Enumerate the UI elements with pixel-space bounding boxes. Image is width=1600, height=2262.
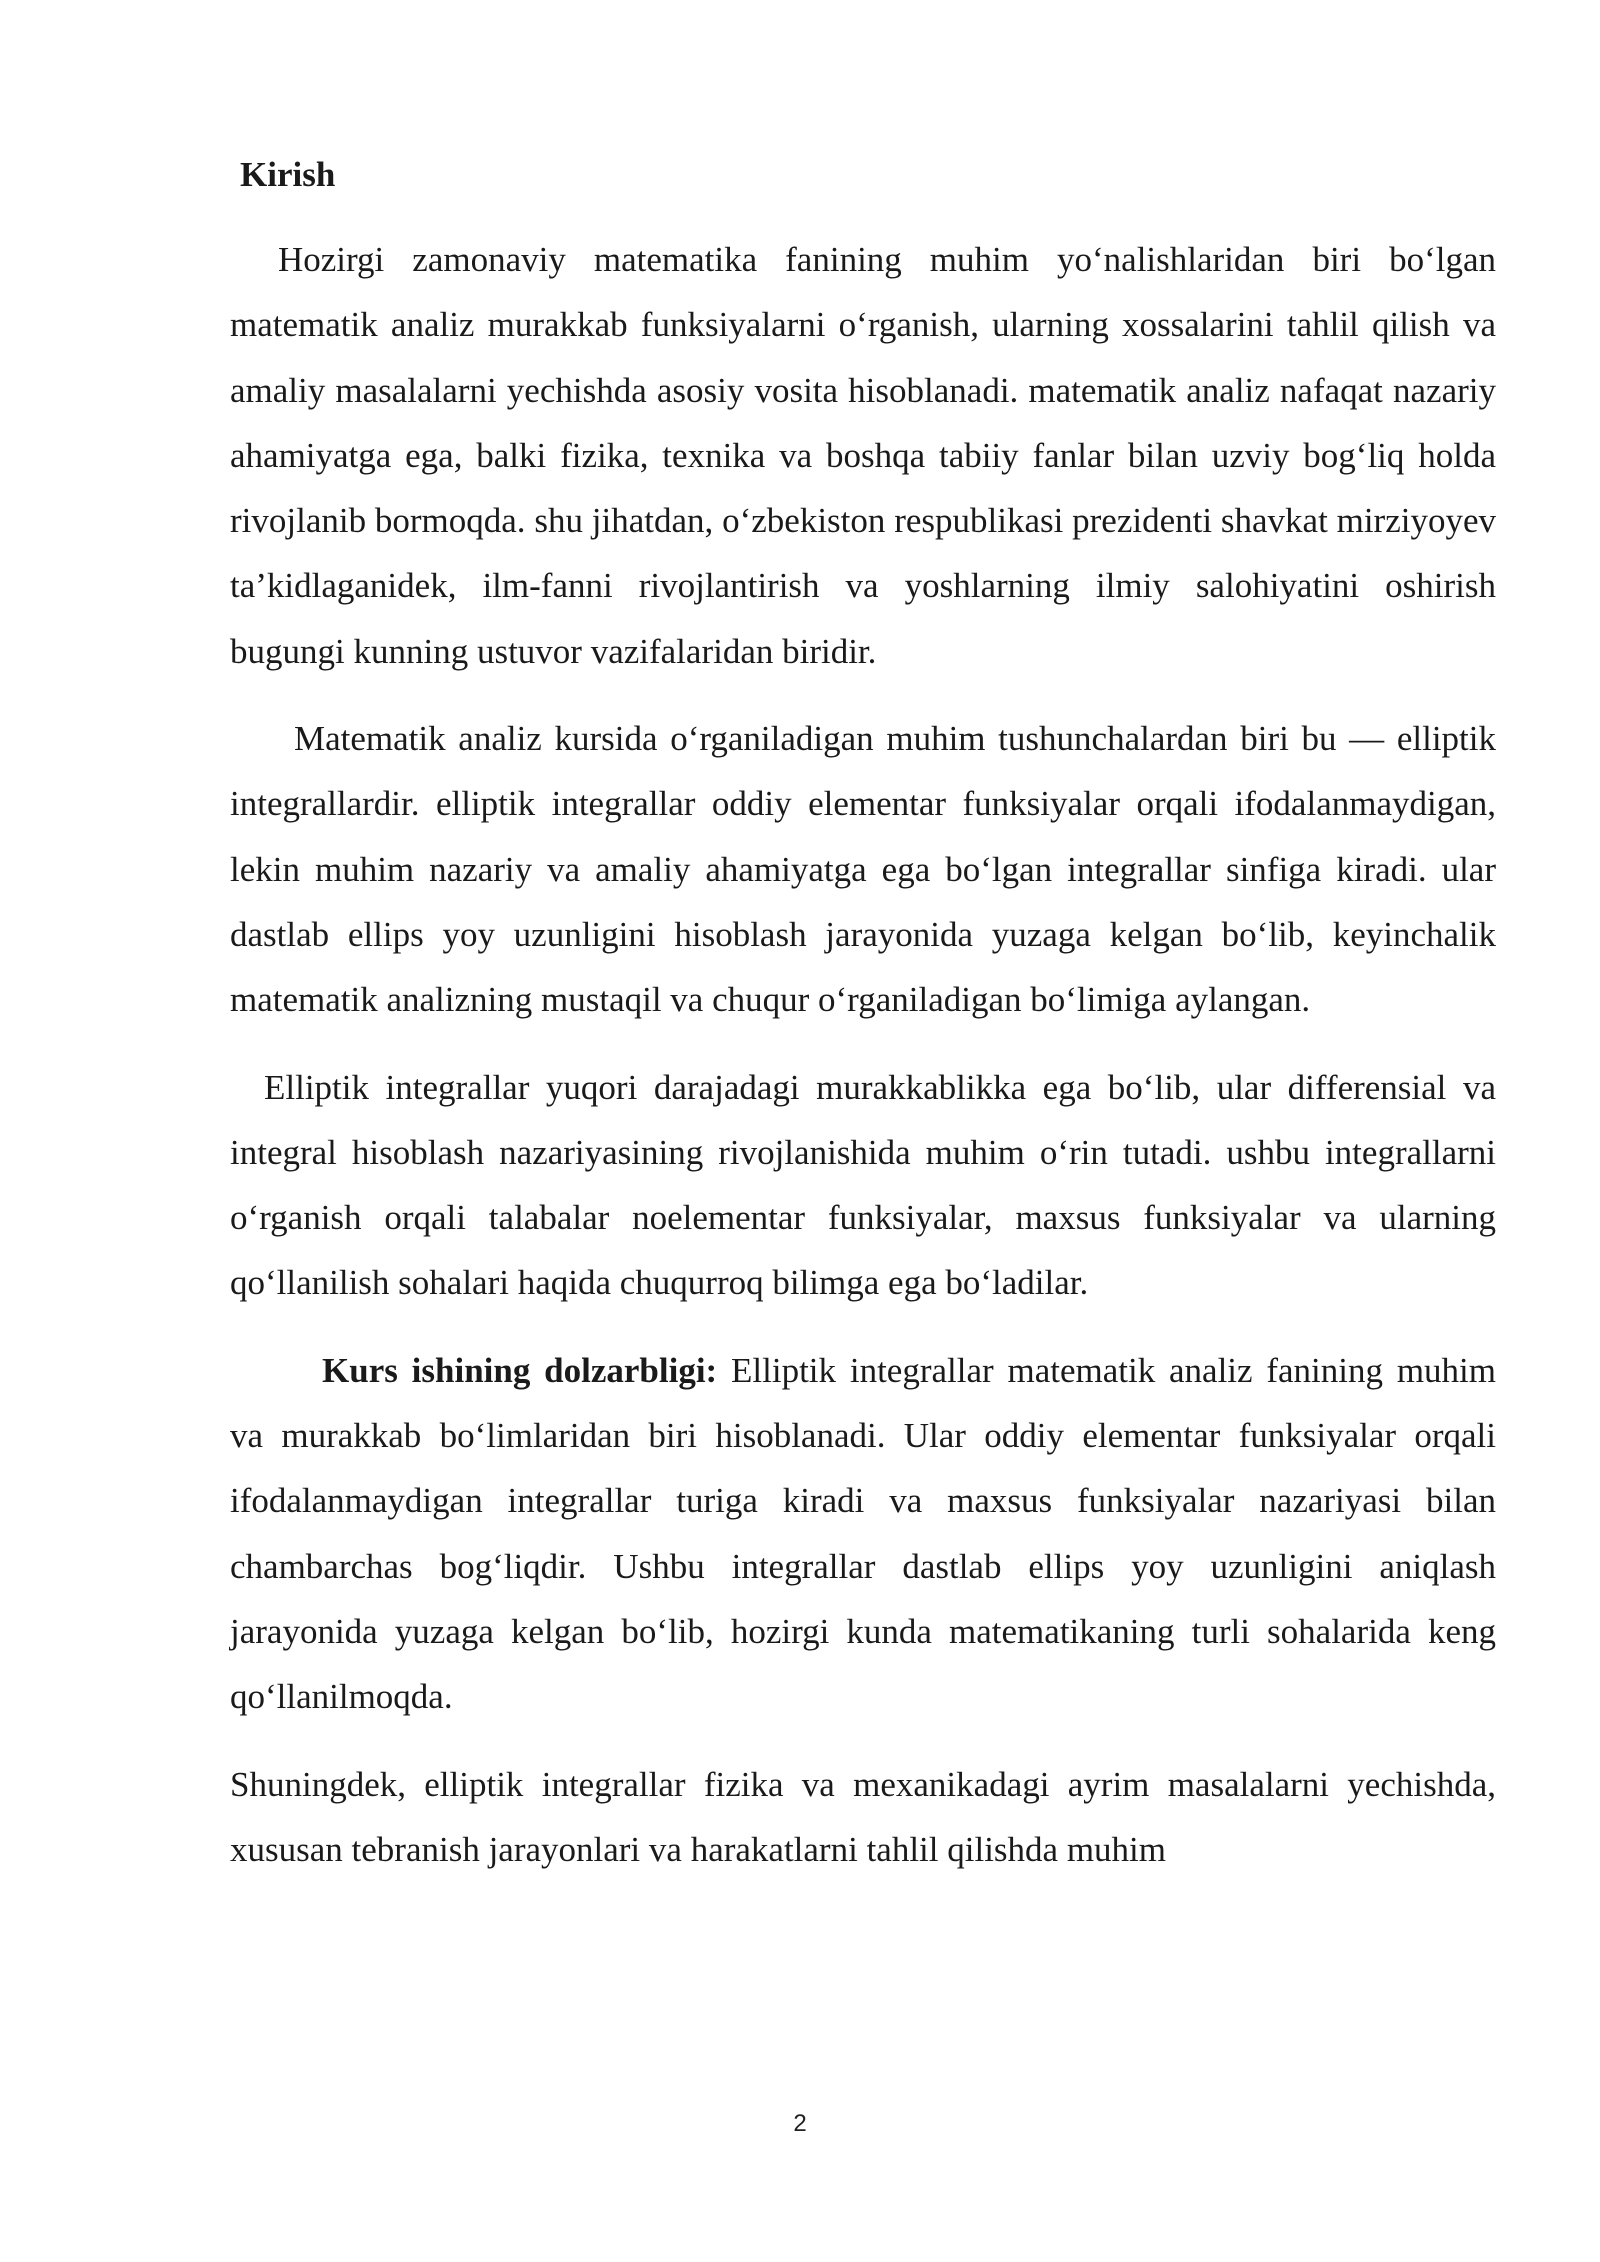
paragraph-text: Matematik analiz kursida o‘rganiladigan muhim tushunchalardan biri bu — elliptik integrallardir. elliptik integrallar oddiy elementar funksiyalar orqali ifodalanmaydigan, lekin muhim nazariy va amaliy ahamiyatga ega bo‘lgan integrallar sinfiga kiradi. ular dastlab ellips yoy uzunligini hisoblash jarayonida yuzaga kelgan bo‘lib, keyinchalik matematik analizning mustaqil va chuqur o‘rganiladigan bo‘limiga aylangan. [230,719,1496,1020]
paragraph-2 [230,706,1496,1032]
section-heading: Kirish [240,155,336,194]
page-content [230,145,1496,1904]
paragraph-text: Elliptik integrallar yuqori darajadagi murakkablikka ega bo‘lib, ular differensial va integral hisoblash nazariyasining rivojlanishida muhim o‘rin tutadi. ushbu integrallarni o‘rganish orqali talabalar noelementar funksiyalar, maxsus funksiyalar va ularning qo‘llanilish sohalari haqida chuqurroq bilimga ega bo‘ladilar. [230,1067,1496,1303]
paragraph-text: Hozirgi zamonaviy matematika fanining muhim yo‘nalishlaridan biri bo‘lgan matematik analiz murakkab funksiyalarni o‘rganish, ularning xossalarini tahlil qilish va amaliy masalalarni yechishda asosiy vosita hisoblanadi. matematik analiz nafaqat nazariy ahamiyatga ega, balki fizika, texnika va boshqa tabiiy fanlar bilan uzviy bog‘liq holda rivojlanib bormoqda. shu jihatdan, o‘zbekiston respublikasi prezidenti shavkat mirziyoyev ta’kidlaganidek, ilm-fanni rivojlantirish va yoshlarning ilmiy salohiyatini oshirish bugungi kunning ustuvor vazifalaridan biridir. [230,240,1496,671]
paragraph-lead-bold: Kurs ishining dolzarbligi: [322,1350,718,1390]
paragraph-text: Elliptik integrallar matematik analiz fanining muhim va murakkab bo‘limlaridan biri hisoblanadi. Ular oddiy elementar funksiyalar orqali ifodalanmaydigan integrallar turiga kiradi va maxsus funksiyalar nazariyasi bilan chambarchas bog‘liqdir. Ushbu integrallar dastlab ellips yoy uzunligini aniqlash jarayonida yuzaga kelgan bo‘lib, hozirgi kunda matematikaning turli sohalarida keng qo‘llanilmoqda. [230,1350,1496,1717]
paragraph-text: Shuningdek, elliptik integrallar fizika va mexanikadagi ayrim masalalarni yechishda, xususan tebranish jarayonlari va harakatlarni tahlil qilishda muhim [230,1764,1496,1869]
page-number: 2 [793,2110,807,2137]
paragraph-5 [230,1752,1496,1883]
paragraph-4 [230,1338,1496,1730]
paragraph-3 [230,1055,1496,1316]
paragraph-1 [230,227,1496,684]
